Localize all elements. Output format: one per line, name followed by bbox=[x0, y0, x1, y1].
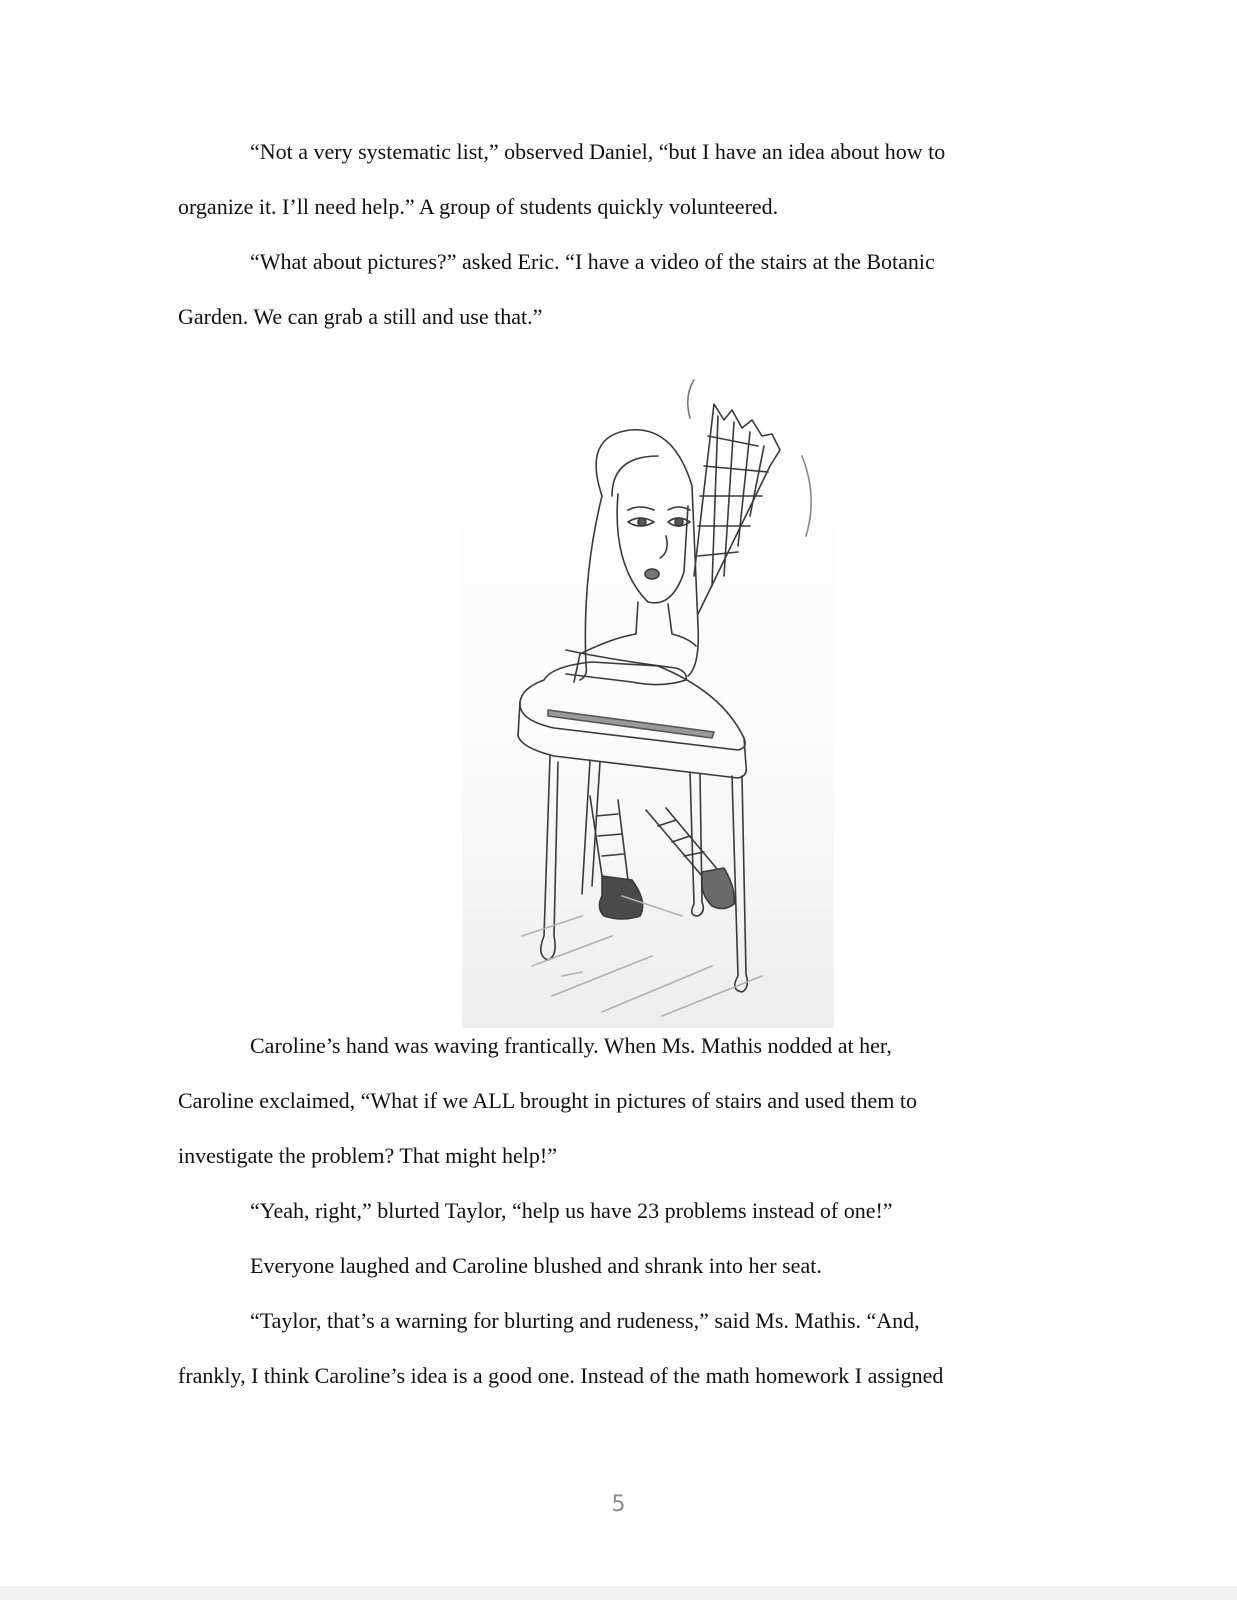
paragraph-caroline bbox=[178, 1018, 1038, 1183]
paragraph-laughed bbox=[178, 1238, 1038, 1293]
text-line: “Yeah, right,” blurted Taylor, “help us have 23 problems instead of one!” bbox=[250, 1198, 893, 1223]
text-line: frankly, I think Caroline’s idea is a good one. Instead of the math homework I assigned bbox=[178, 1363, 944, 1388]
girl-raising-hand-at-desk-sketch-icon bbox=[462, 376, 834, 1028]
text-line: “What about pictures?” asked Eric. “I have a video of the stairs at the Botanic bbox=[250, 249, 935, 274]
page-number: 5 bbox=[611, 1492, 626, 1517]
paragraph-mathis bbox=[178, 1293, 1038, 1403]
text-line: Caroline exclaimed, “What if we ALL brought in pictures of stairs and used them to bbox=[178, 1088, 918, 1113]
page-bottom-edge bbox=[0, 1586, 1237, 1600]
text-line: Everyone laughed and Caroline blushed and shrank into her seat. bbox=[250, 1253, 822, 1278]
text-line: investigate the problem? That might help!” bbox=[178, 1143, 557, 1168]
text-line: Garden. We can grab a still and use that.” bbox=[178, 304, 543, 329]
text-line: “Not a very systematic list,” observed Daniel, “but I have an idea about how to bbox=[250, 139, 946, 164]
text-line: “Taylor, that’s a warning for blurting and rudeness,” said Ms. Mathis. “And, bbox=[250, 1308, 920, 1333]
illustration bbox=[462, 376, 834, 1028]
text-line: organize it. I’ll need help.” A group of students quickly volunteered. bbox=[178, 194, 779, 219]
paragraph-taylor bbox=[178, 1183, 1038, 1238]
text-line: Caroline’s hand was waving frantically. When Ms. Mathis nodded at her, bbox=[250, 1033, 892, 1058]
paragraph-daniel bbox=[178, 124, 1038, 234]
paragraph-eric bbox=[178, 234, 1038, 344]
